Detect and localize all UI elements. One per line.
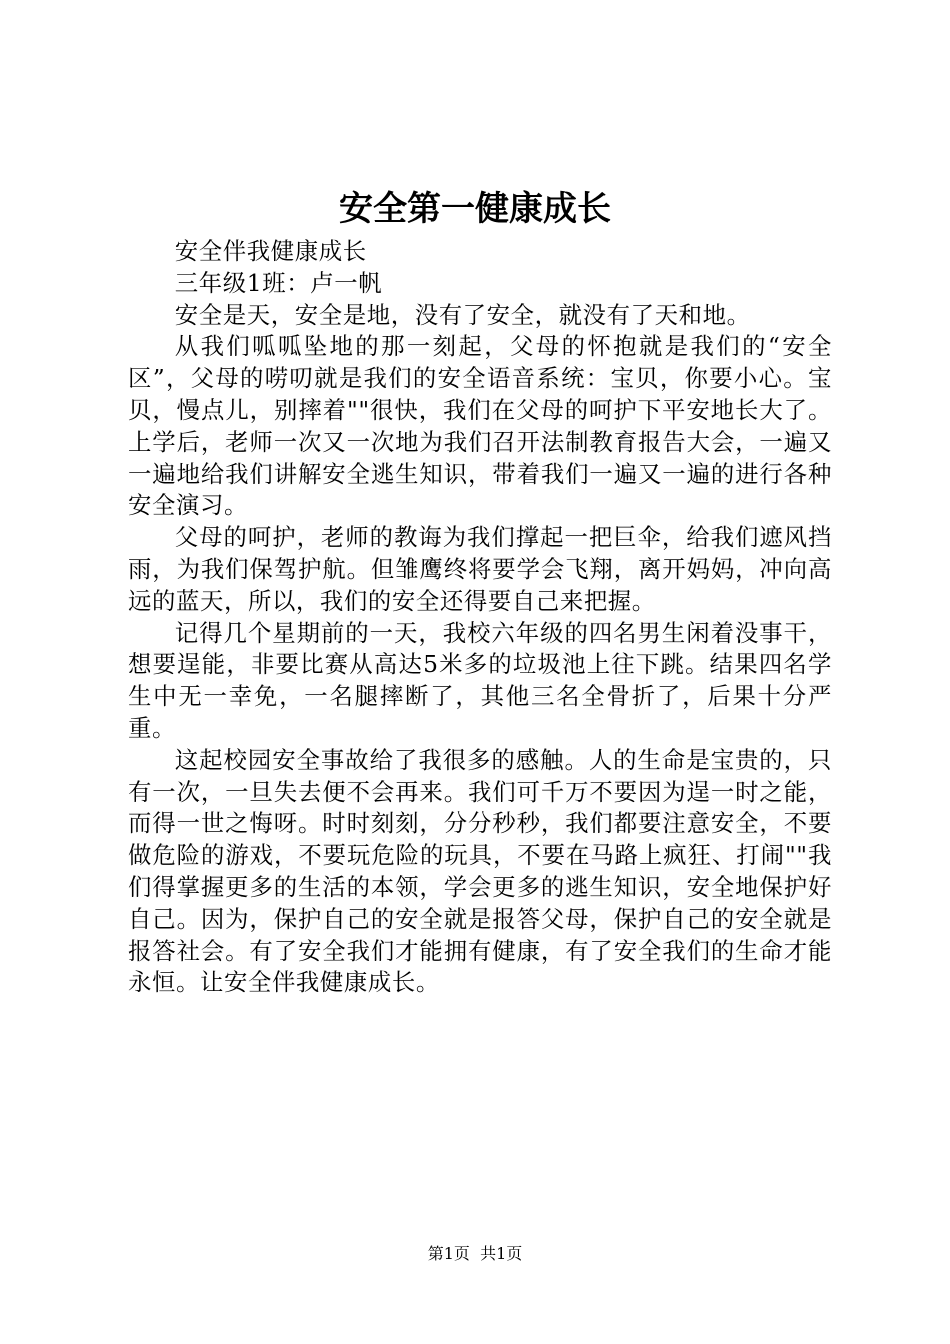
body-paragraph: 这起校园安全事故给了我很多的感触。人的生命是宝贵的，只有一次，一旦失去便不会再来。我们可千万不要因为逞一时之能，而得一世之悔呀。时时刻刻，分分秒秒，我们都要注意安全，不要做危险的游戏，不要玩危险的玩具，不要在马路上疯狂、打闹""我们得掌握更多的生活的本领，学会更多的逃生知识，安全地保护好自己。因为，保护自己的安全就是报答父母，保护自己的安全就是报答社会。有了安全我们才能拥有健康，有了安全我们的生命才能永恒。让安全伴我健康成长。 — [128, 745, 832, 997]
body-paragraph: 从我们呱呱坠地的那一刻起，父母的怀抱就是我们的“安全区”，父母的唠叨就是我们的安全语音系统：宝贝，你要小心。宝贝，慢点儿，别摔着""很快，我们在父母的呵护下平安地长大了。上学后，老师一次又一次地为我们召开法制教育报告大会，一遍又一遍地给我们讲解安全逃生知识，带着我们一遍又一遍的进行各种安全演习。 — [128, 332, 832, 520]
document-body — [128, 236, 832, 999]
body-paragraph: 父母的呵护，老师的教诲为我们撑起一把巨伞，给我们遮风挡雨，为我们保驾护航。但雏鹰终将要学会飞翔，离开妈妈，冲向高远的蓝天，所以，我们的安全还得要自己来把握。 — [128, 523, 832, 615]
page-title: 安全第一健康成长 — [339, 189, 611, 229]
body-paragraph: 记得几个星期前的一天，我校六年级的四名男生闲着没事干，想要逞能，非要比赛从高达5米多的垃圾池上往下跳。结果四名学生中无一幸免，一名腿摔断了，其他三名全骨折了，后果十分严重。 — [128, 618, 832, 742]
page-number: 第1页 — [427, 1244, 470, 1263]
page-total: 共1页 — [480, 1244, 523, 1263]
author-paragraph: 三年级1班：卢一帆 — [174, 268, 383, 297]
footer-spacer — [470, 1244, 480, 1263]
body-paragraph: 安全是天，安全是地，没有了安全，就没有了天和地。 — [174, 300, 751, 329]
page-footer — [0, 1243, 950, 1265]
subtitle-paragraph: 安全伴我健康成长 — [174, 237, 367, 265]
